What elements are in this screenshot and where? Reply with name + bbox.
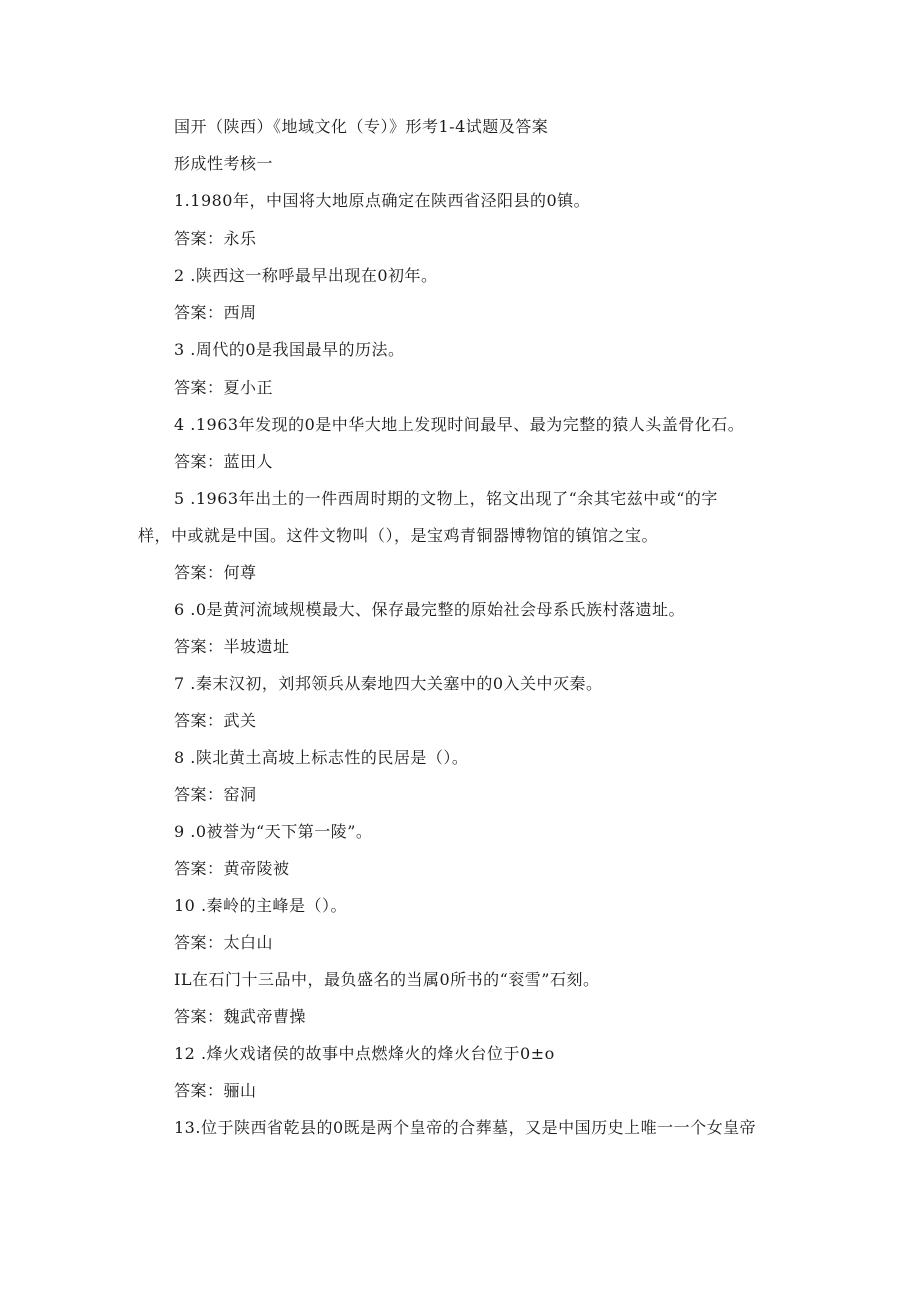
question-3: 3 .周代的0是我国最早的历法。 xyxy=(174,340,405,359)
question-8: 8 .陕北黄土高坡上标志性的民居是（）。 xyxy=(174,748,469,767)
answer-10: 答案：太白山 xyxy=(174,933,274,952)
question-1: 1.1980年，中国将大地原点确定在陕西省泾阳县的0镇。 xyxy=(174,191,591,210)
answer-9: 答案：黄帝陵被 xyxy=(174,859,290,878)
question-2: 2 .陕西这一称呼最早出现在0初年。 xyxy=(174,266,438,285)
section-heading: 形成性考核一 xyxy=(174,154,274,173)
answer-12: 答案：骊山 xyxy=(174,1081,257,1100)
answer-6: 答案：半坡遗址 xyxy=(174,637,290,656)
question-7: 7 .秦末汉初，刘邦领兵从秦地四大关塞中的0入关中灭秦。 xyxy=(174,674,603,693)
question-4: 4 .1963年发现的0是中华大地上发现时间最早、最为完整的猿人头盖骨化石。 xyxy=(174,415,745,434)
answer-8: 答案：窑洞 xyxy=(174,785,257,804)
question-9: 9 .0被誉为“天下第一陵”。 xyxy=(174,822,373,841)
question-6: 6 .0是黄河流域规模最大、保存最完整的原始社会母系氏族村落遗址。 xyxy=(174,600,686,619)
answer-1: 答案：永乐 xyxy=(174,229,257,248)
question-10: 10 .秦岭的主峰是（）。 xyxy=(174,896,348,915)
question-13: 13.位于陕西省乾县的0既是两个皇帝的合葬墓，又是中国历史上唯一一个女皇帝 xyxy=(174,1118,757,1137)
answer-4: 答案：蓝田人 xyxy=(174,452,274,471)
answer-3: 答案：夏小正 xyxy=(174,378,274,397)
question-5-continued: 样，中或就是中国。这件文物叫（），是宝鸡青铜器博物馆的镇馆之宝。 xyxy=(138,526,659,545)
question-5: 5 .1963年出土的一件西周时期的文物上，铭文出现了“余其宅兹中或“的字 xyxy=(174,489,718,508)
answer-2: 答案：西周 xyxy=(174,303,257,322)
question-12: 12 .烽火戏诸侯的故事中点燃烽火的烽火台位于0±o xyxy=(174,1044,555,1063)
answer-7: 答案：武关 xyxy=(174,711,257,730)
question-11: IL在石门十三品中，最负盛名的当属0所书的“衮雪”石刻。 xyxy=(174,970,600,989)
document-title: 国开（陕西）《地域文化（专）》形考1-4试题及答案 xyxy=(174,117,549,136)
answer-5: 答案：何尊 xyxy=(174,563,257,582)
answer-11: 答案：魏武帝曹操 xyxy=(174,1007,307,1026)
